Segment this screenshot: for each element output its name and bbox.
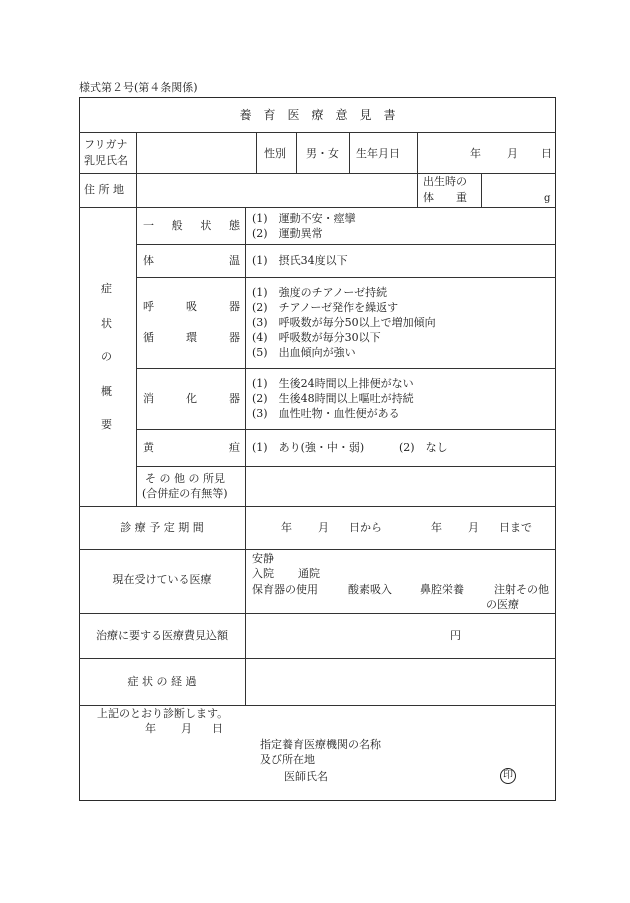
jaundice-yes[interactable]: (1) あり(強・中・弱) bbox=[252, 441, 365, 454]
sex-label: 性別 bbox=[264, 147, 286, 160]
divider bbox=[79, 705, 556, 706]
divider bbox=[417, 132, 418, 207]
jaundice-label: 黄 疸 bbox=[143, 441, 240, 454]
divider bbox=[79, 207, 556, 208]
respiratory-label: 呼 吸 器 bbox=[143, 300, 240, 313]
jaundice-no[interactable]: (2) なし bbox=[399, 441, 448, 454]
footer-year-unit: 年 bbox=[145, 722, 156, 735]
divider bbox=[136, 368, 556, 369]
list-item[interactable]: (1) 摂氏34度以下 bbox=[252, 254, 348, 267]
list-item[interactable]: (1) 強度のチアノーゼ持続 bbox=[252, 286, 388, 299]
symptoms-section-label: 要 bbox=[101, 418, 112, 431]
divider bbox=[481, 173, 482, 207]
temperature-items bbox=[252, 253, 348, 268]
diagnosis-statement: 上記のとおり診断します。 bbox=[97, 707, 229, 720]
list-item[interactable]: (3) 呼吸数が毎分50以上で増加傾向 bbox=[252, 316, 436, 329]
treatment-nasal-feeding[interactable]: 鼻腔栄養 bbox=[420, 583, 464, 596]
symptoms-section-label: 症 bbox=[101, 282, 112, 295]
form-title: 養 育 医 療 意 見 書 bbox=[239, 108, 396, 122]
institution-label: 指定養育医療機関の名称 bbox=[260, 738, 381, 751]
progress-label: 症 状 の 経 過 bbox=[127, 675, 197, 688]
treatment-rest[interactable]: 安静 bbox=[252, 552, 274, 565]
footer-month-unit: 月 bbox=[181, 722, 192, 735]
birth-weight-label: 出生時の bbox=[423, 175, 467, 188]
form-number: 様式第２号(第４条関係) bbox=[79, 81, 198, 94]
symptoms-section-label: 状 bbox=[101, 317, 112, 330]
period-month-unit: 月 bbox=[468, 521, 479, 534]
period-from: 日から bbox=[349, 521, 382, 534]
divider bbox=[136, 429, 556, 430]
symptoms-section-label: の bbox=[101, 350, 112, 363]
list-item[interactable]: (1) 生後24時間以上排便がない bbox=[252, 377, 414, 390]
divider bbox=[245, 207, 246, 705]
treatment-period-label: 診 療 予 定 期 間 bbox=[120, 521, 204, 534]
divider bbox=[136, 132, 137, 207]
divider bbox=[79, 173, 556, 174]
circulatory-label: 循 環 器 bbox=[143, 331, 240, 344]
weight-unit: g bbox=[544, 193, 551, 204]
digestive-label: 消 化 器 bbox=[143, 392, 240, 405]
divider bbox=[136, 207, 137, 506]
divider bbox=[136, 466, 556, 467]
seal-mark: 印 bbox=[500, 768, 516, 784]
birthdate-label: 生年月日 bbox=[356, 147, 400, 160]
respiratory-items bbox=[252, 285, 436, 360]
treatment-incubator[interactable]: 保育器の使用 bbox=[252, 583, 318, 596]
list-item[interactable]: (3) 血性吐物・血性便がある bbox=[252, 407, 400, 420]
furigana-label: フリガナ bbox=[84, 138, 128, 151]
institution-label: 及び所在地 bbox=[260, 753, 315, 766]
period-year-unit: 年 bbox=[431, 521, 442, 534]
treatment-outpatient[interactable]: 通院 bbox=[298, 567, 320, 580]
list-item[interactable]: (2) チアノーゼ発作を繰返す bbox=[252, 301, 399, 314]
treatment-inpatient[interactable]: 入院 bbox=[252, 567, 274, 580]
birth-year-unit: 年 bbox=[470, 147, 481, 160]
list-item[interactable]: (5) 出血傾向が強い bbox=[252, 346, 356, 359]
general-condition-label: 一 般 状 態 bbox=[143, 219, 240, 232]
sex-options[interactable]: 男・女 bbox=[306, 147, 339, 160]
general-condition-items bbox=[252, 211, 356, 241]
list-item[interactable]: (2) 生後48時間以上嘔吐が持続 bbox=[252, 392, 414, 405]
list-item[interactable]: (2) 運動異常 bbox=[252, 227, 323, 240]
infant-name-label: 乳児氏名 bbox=[84, 154, 128, 167]
period-until: 日まで bbox=[499, 521, 532, 534]
divider bbox=[136, 277, 556, 278]
period-year-unit: 年 bbox=[281, 521, 292, 534]
address-label: 住 所 地 bbox=[84, 183, 124, 196]
doctor-name-label: 医師氏名 bbox=[284, 770, 328, 783]
period-month-unit: 月 bbox=[318, 521, 329, 534]
birth-day-unit: 日 bbox=[541, 147, 552, 160]
divider bbox=[79, 132, 556, 133]
divider bbox=[256, 132, 257, 173]
list-item[interactable]: (1) 運動不安・痙攣 bbox=[252, 212, 356, 225]
divider bbox=[79, 658, 556, 659]
footer-day-unit: 日 bbox=[212, 722, 223, 735]
divider bbox=[349, 132, 350, 173]
divider bbox=[296, 132, 297, 173]
cost-unit: 円 bbox=[450, 629, 461, 642]
divider bbox=[79, 613, 556, 614]
digestive-items bbox=[252, 376, 414, 421]
temperature-label: 体 温 bbox=[143, 254, 240, 267]
treatment-injection[interactable]: 注射その他 bbox=[494, 583, 549, 596]
treatment-injection: の医療 bbox=[486, 598, 519, 611]
symptoms-section-label: 概 bbox=[101, 385, 112, 398]
list-item[interactable]: (4) 呼吸数が毎分30以下 bbox=[252, 331, 381, 344]
divider bbox=[79, 549, 556, 550]
treatment-oxygen[interactable]: 酸素吸入 bbox=[348, 583, 392, 596]
other-findings-label: (合併症の有無等) bbox=[142, 487, 228, 500]
birth-month-unit: 月 bbox=[507, 147, 518, 160]
current-treatment-label: 現在受けている医療 bbox=[112, 573, 212, 586]
divider bbox=[136, 244, 556, 245]
cost-label: 治療に要する医療費見込額 bbox=[96, 629, 228, 642]
other-findings-label: そ の 他 の 所見 bbox=[145, 472, 225, 485]
divider bbox=[79, 506, 556, 507]
birth-weight-label: 体 重 bbox=[423, 191, 467, 204]
